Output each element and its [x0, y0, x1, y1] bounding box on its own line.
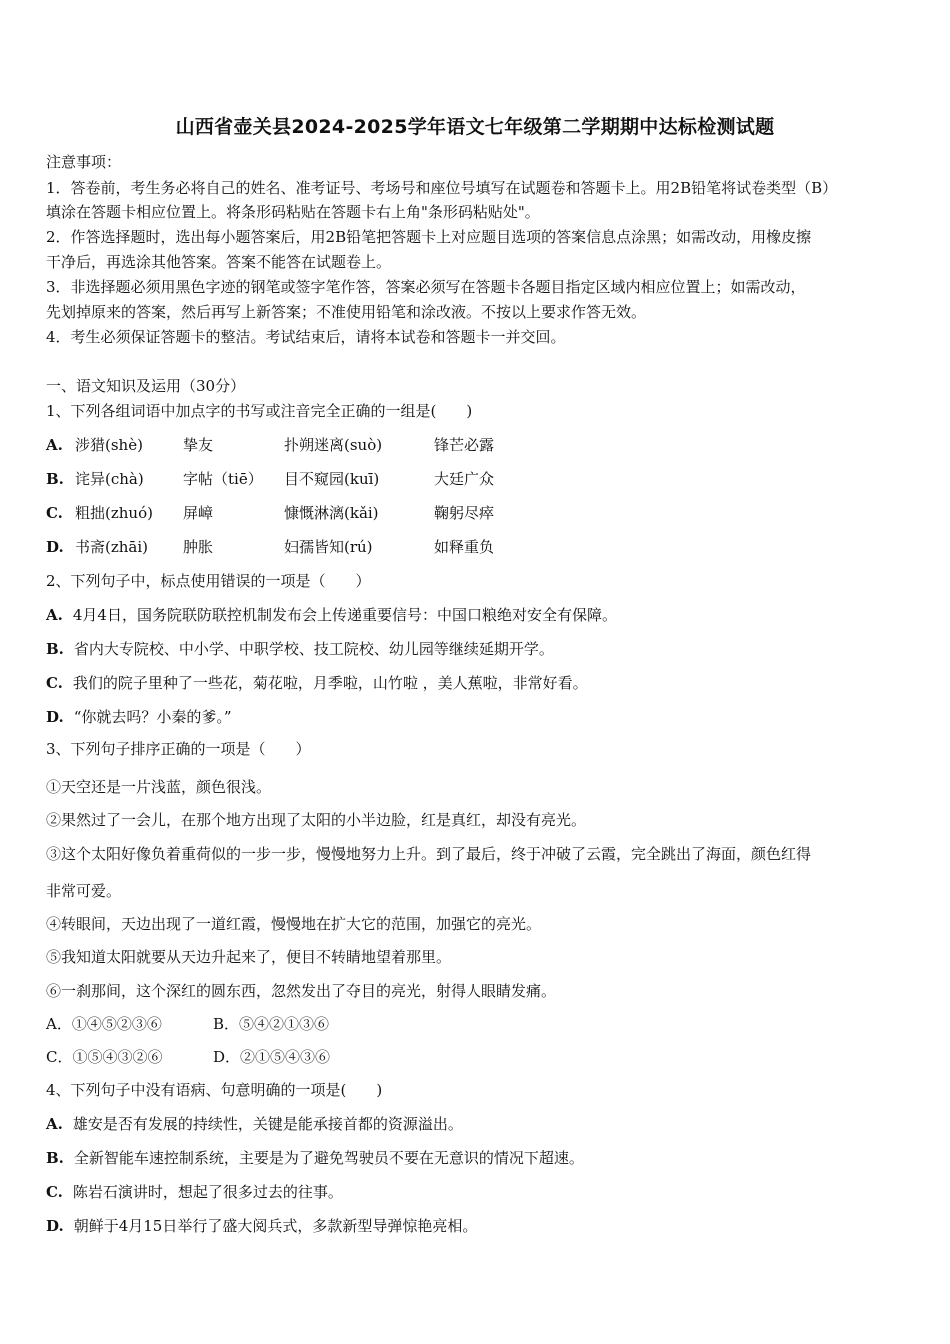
q1-word: 鞠躬尽瘁	[434, 504, 495, 522]
q1-word: 涉猎(shè)	[75, 436, 143, 454]
q4-option	[46, 1182, 343, 1202]
question-2-stem: 2、下列句子中，标点使用错误的一项是（ ）	[46, 572, 371, 590]
q1-option-label: A.	[46, 436, 63, 454]
q1-word: 字帖（tiē）	[183, 470, 263, 488]
q1-word: 肿胀	[183, 538, 214, 556]
q3-sentence: ②果然过了一会儿，在那个地方出现了太阳的小半边脸，红是真红，却没有亮光。	[46, 811, 587, 829]
q4-option-label: B.	[46, 1149, 64, 1167]
q2-option-text: “你就去吗？小秦的爹。”	[73, 708, 232, 726]
q4-option-label: C.	[46, 1183, 63, 1201]
q1-word: 粗拙(zhuó)	[75, 504, 153, 522]
q4-option-label: A.	[46, 1115, 63, 1133]
page-title: 山西省壶关县2024-2025学年语文七年级第二学期期中达标检测试题	[175, 116, 775, 138]
q1-word: 书斋(zhāi)	[75, 538, 149, 556]
q4-option-text: 全新智能车速控制系统，主要是为了避免驾驶员不要在无意识的情况下超速。	[73, 1149, 584, 1167]
q2-option-label: D.	[46, 708, 64, 726]
q3-sentence: 非常可爱。	[46, 882, 122, 900]
q3-option: D．②①⑤④③⑥	[213, 1048, 331, 1066]
q2-option-label: A.	[46, 606, 63, 624]
q4-option	[46, 1216, 477, 1236]
q1-option-label: D.	[46, 538, 64, 556]
notice-line: 填涂在答题卡相应位置上。将条形码粘贴在答题卡右上角"条形码粘贴处"。	[46, 203, 540, 221]
q2-option-text: 我们的院子里种了一些花，菊花啦，月季啦，山竹啦 ，美人蕉啦，非常好看。	[72, 674, 588, 692]
q3-sentence: ①天空还是一片浅蓝，颜色很浅。	[46, 778, 272, 796]
notice-line: 3．非选择题必须用黑色字迹的钢笔或签字笔作答，答案必须写在答题卡各题目指定区域内相应位置上；如需改动，	[46, 278, 806, 296]
q4-option-label: D.	[46, 1217, 64, 1235]
q1-option-label: C.	[46, 504, 63, 522]
notice-heading: 注意事项：	[46, 153, 122, 171]
notice-line: 先划掉原来的答案，然后再写上新答案；不准使用铅笔和涂改液。不按以上要求作答无效。	[46, 303, 647, 321]
q2-option-label: C.	[46, 674, 63, 692]
q4-option	[46, 1148, 584, 1168]
q1-word: 慷慨淋漓(kǎi)	[284, 504, 379, 522]
q3-option: C．①⑤④③②⑥	[46, 1048, 163, 1066]
q4-option-text: 朝鲜于4月15日举行了盛大阅兵式，多款新型导弹惊艳亮相。	[73, 1217, 478, 1235]
q3-sentence: ⑤我知道太阳就要从天边升起来了，便目不转睛地望着那里。	[46, 948, 452, 966]
q1-option-label: B.	[46, 470, 64, 488]
q2-option	[46, 673, 588, 693]
q2-option-label: B.	[46, 640, 64, 658]
notice-line: 1．答卷前，考生务必将自己的姓名、准考证号、考场号和座位号填写在试题卷和答题卡上。用2B铅笔将试卷类型（B）	[46, 179, 838, 197]
q3-option: A．①④⑤②③⑥	[46, 1015, 162, 1033]
q3-sentence: ③这个太阳好像负着重荷似的一步一步，慢慢地努力上升。到了最后，终于冲破了云霞，完全跳出了海面，颜色红得	[46, 845, 812, 863]
q3-option: B．⑤④②①③⑥	[213, 1015, 330, 1033]
notice-line: 干净后，再选涂其他答案。答案不能答在试题卷上。	[46, 253, 392, 271]
q1-word: 锋芒必露	[434, 436, 495, 454]
q2-option-text: 省内大专院校、中小学、中职学校、技工院校、幼儿园等继续延期开学。	[73, 640, 554, 658]
q4-option	[46, 1114, 463, 1134]
q2-option	[46, 605, 617, 625]
q1-word: 扑朔迷离(suò)	[284, 436, 383, 454]
q1-word: 大廷广众	[434, 470, 495, 488]
section-heading: 一、语文知识及运用（30分）	[46, 377, 246, 395]
q2-option	[46, 639, 554, 659]
q1-word: 目不窥园(kuī)	[284, 470, 380, 488]
q1-word: 如释重负	[434, 538, 495, 556]
q4-option-text: 雄安是否有发展的持续性，关键是能承接首都的资源溢出。	[72, 1115, 463, 1133]
q3-sentence: ④转眼间，天边出现了一道红霞，慢慢地在扩大它的范围，加强它的亮光。	[46, 915, 542, 933]
question-3-stem: 3、下列句子排序正确的一项是（ ）	[46, 740, 311, 758]
notice-line: 4．考生必须保证答题卡的整洁。考试结束后，请将本试卷和答题卡一并交回。	[46, 328, 566, 346]
q1-word: 屏嶂	[183, 504, 214, 522]
q2-option-text: 4月4日，国务院联防联控机制发布会上传递重要信号：中国口粮绝对安全有保障。	[72, 606, 617, 624]
q1-word: 诧异(chà)	[75, 470, 144, 488]
question-1-stem: 1、下列各组词语中加点字的书写或注音完全正确的一组是( )	[46, 402, 473, 420]
q1-word: 挚友	[183, 436, 214, 454]
q3-sentence: ⑥一刹那间，这个深红的圆东西，忽然发出了夺目的亮光，射得人眼睛发痛。	[46, 982, 557, 1000]
q4-option-text: 陈岩石演讲时，想起了很多过去的往事。	[72, 1183, 343, 1201]
question-4-stem: 4、下列句子中没有语病、句意明确的一项是( )	[46, 1081, 383, 1099]
q1-word: 妇孺皆知(rú)	[284, 538, 373, 556]
notice-line: 2．作答选择题时，选出每小题答案后，用2B铅笔把答题卡上对应题目选项的答案信息点涂黑；如需改动，用橡皮擦	[46, 228, 812, 246]
q2-option	[46, 707, 232, 727]
